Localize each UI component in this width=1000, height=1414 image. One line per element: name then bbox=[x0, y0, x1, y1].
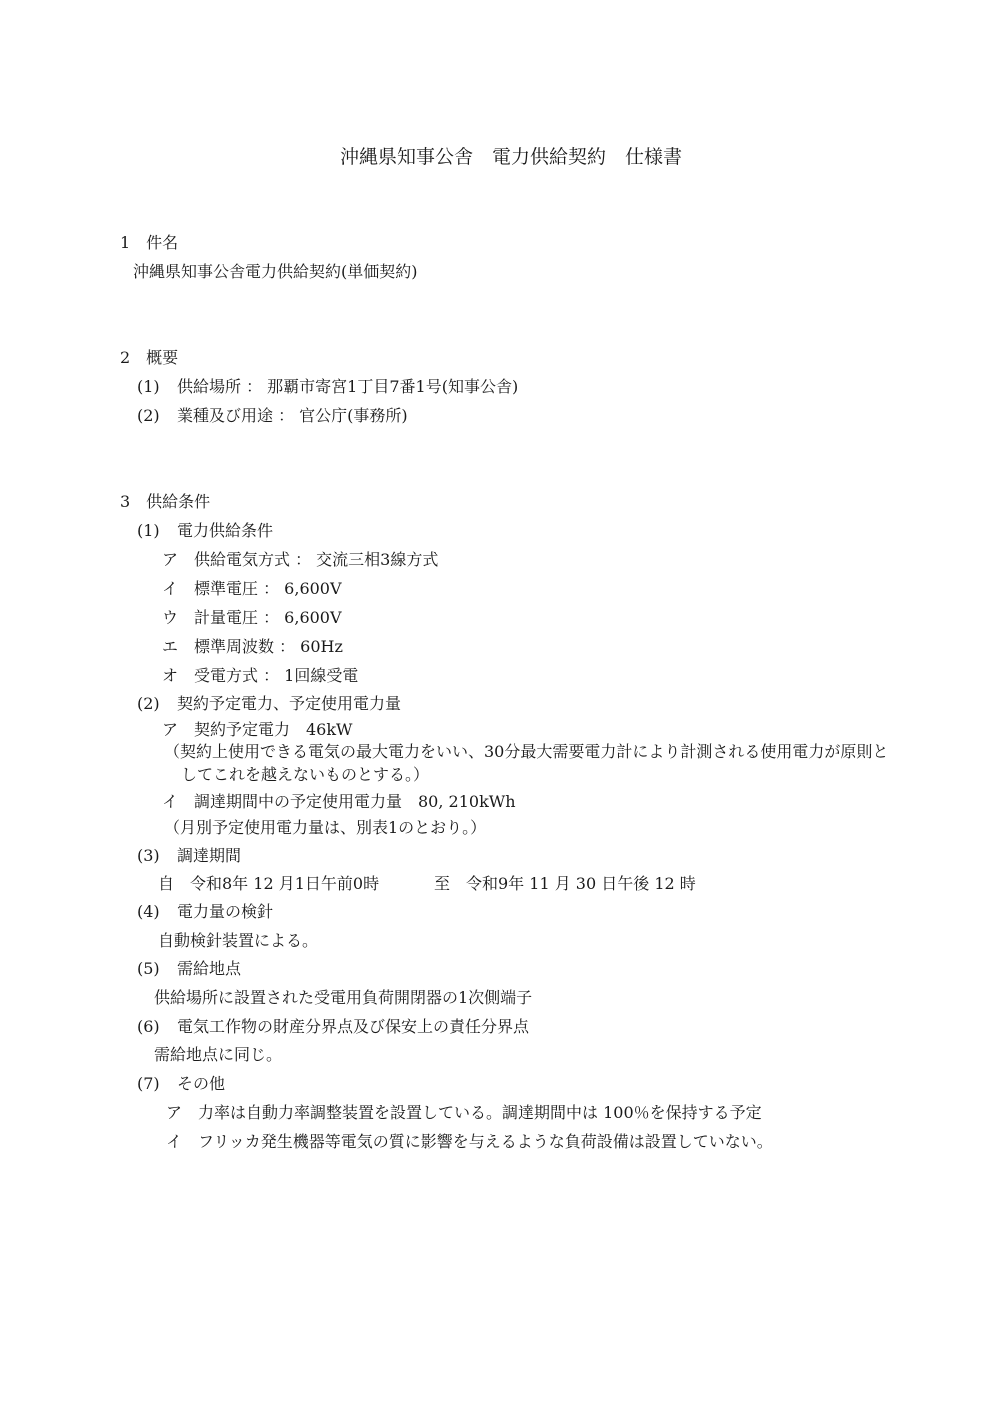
section-3-2-title: 契約予定電力、予定使用電力量 bbox=[177, 694, 402, 713]
section-3-3-title: 調達期間 bbox=[177, 846, 242, 865]
metering-voltage: ウ 計量電圧 ： 6,600V bbox=[162, 608, 342, 627]
section-3-heading: 3 供給条件 bbox=[120, 492, 211, 511]
contract-power: ア 契約予定電力 46kW bbox=[162, 720, 353, 739]
contract-power-note-line-1: （契約上使用できる電気の最大電力をいい、30分最大需要電力計により計測される使用電力が原則と bbox=[164, 742, 889, 761]
section-2-item-2-text: 業種及び用途 ： 官公庁(事務所) bbox=[177, 406, 408, 425]
period-to: 至 令和9年 11 月 30 日午後 12 時 bbox=[434, 874, 696, 893]
section-3-1-number: (1) bbox=[137, 521, 160, 540]
section-2-heading: 2 概要 bbox=[120, 348, 179, 367]
document-title: 沖縄県知事公舎 電力供給契約 仕様書 bbox=[340, 146, 683, 168]
planned-energy-note: （月別予定使用電力量は、別表1のとおり。） bbox=[164, 818, 487, 837]
period-from: 自 令和8年 12 月1日午前0時 bbox=[158, 874, 380, 893]
section-3-6-title: 電気工作物の財産分界点及び保安上の責任分界点 bbox=[177, 1017, 530, 1036]
supply-method: ア 供給電気方式 ： 交流三相3線方式 bbox=[162, 550, 439, 569]
section-3-6-body: 需給地点に同じ。 bbox=[154, 1045, 283, 1064]
section-3-7-number: (7) bbox=[137, 1074, 160, 1093]
section-3-4-number: (4) bbox=[137, 902, 160, 921]
section-3-3-number: (3) bbox=[137, 846, 160, 865]
planned-energy: イ 調達期間中の予定使用電力量 80, 210kWh bbox=[162, 792, 516, 811]
section-3-5-title: 需給地点 bbox=[177, 959, 242, 978]
standard-voltage: イ 標準電圧 ： 6,600V bbox=[162, 579, 342, 598]
standard-frequency: エ 標準周波数 ： 60Hz bbox=[162, 637, 343, 656]
section-3-5-number: (5) bbox=[137, 959, 160, 978]
flicker-note: イ フリッカ発生機器等電気の質に影響を与えるような負荷設備は設置していない。 bbox=[166, 1132, 773, 1151]
section-3-4-title: 電力量の検針 bbox=[177, 902, 274, 921]
section-1-heading: 1 件名 bbox=[120, 233, 179, 252]
section-2-item-1-text: 供給場所 ： 那覇市寄宮1丁目7番1号(知事公舎) bbox=[177, 377, 519, 396]
section-3-7-title: その他 bbox=[177, 1074, 226, 1093]
section-3-4-body: 自動検針装置による。 bbox=[158, 931, 319, 950]
section-2-item-2-number: (2) bbox=[137, 406, 160, 425]
section-2-item-1-number: (1) bbox=[137, 377, 160, 396]
section-3-5-body: 供給場所に設置された受電用負荷開閉器の1次側端子 bbox=[154, 988, 533, 1007]
section-1-body: 沖縄県知事公舎電力供給契約(単価契約) bbox=[133, 262, 418, 281]
section-3-6-number: (6) bbox=[137, 1017, 160, 1036]
receiving-method: オ 受電方式 ： 1回線受電 bbox=[162, 666, 359, 685]
section-3-2-number: (2) bbox=[137, 694, 160, 713]
contract-power-note-line-2: してこれを越えないものとする。） bbox=[181, 765, 430, 784]
power-factor-note: ア 力率は自動力率調整装置を設置している。調達期間中は 100％を保持する予定 bbox=[166, 1103, 762, 1122]
section-3-1-title: 電力供給条件 bbox=[177, 521, 274, 540]
